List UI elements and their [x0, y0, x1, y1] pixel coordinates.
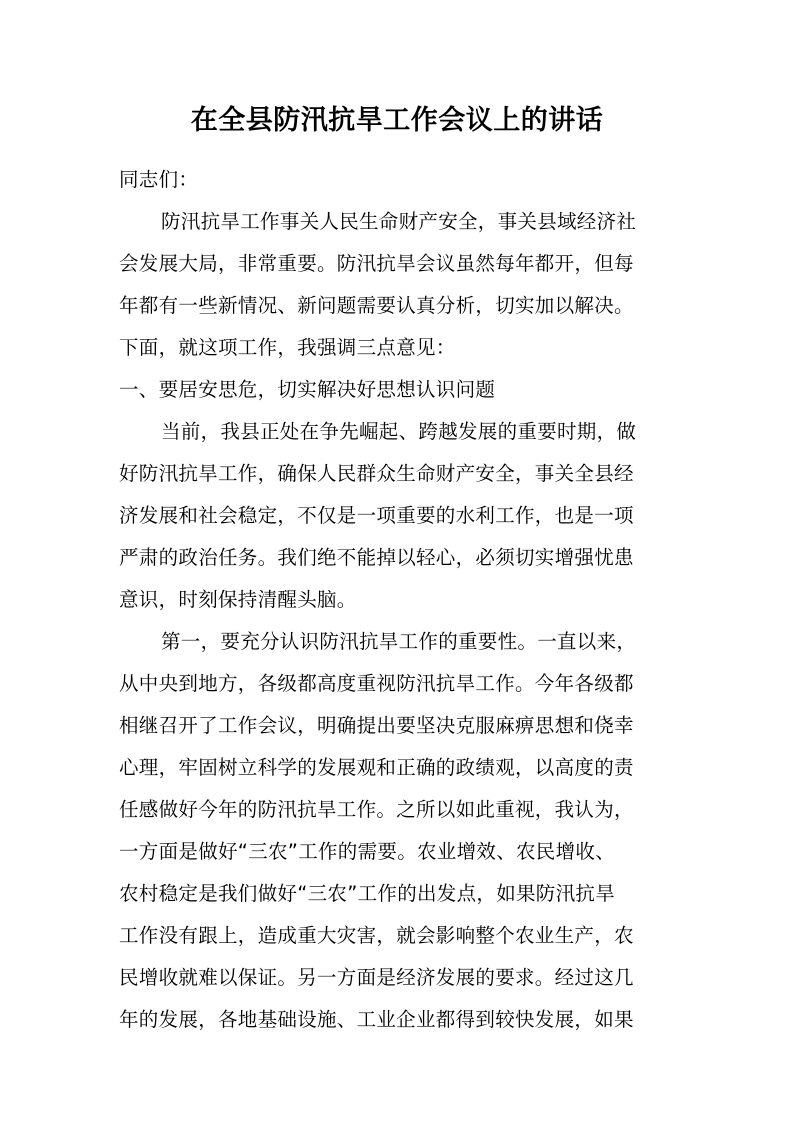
salutation: 同志们： [119, 168, 199, 191]
text-line: 年都有一些新情况、新问题需要认真分析，切实加以解决。 [119, 294, 634, 317]
text-line: 工作没有跟上，造成重大灾害，就会影响整个农业生产，农 [119, 924, 634, 947]
text-line: 意识，时刻保持清醒头脑。 [119, 588, 357, 611]
text-line: 民增收就难以保证。另一方面是经济发展的要求。经过这几 [119, 966, 634, 989]
section-heading-1: 一、要居安思危，切实解决好思想认识问题 [119, 378, 496, 401]
text-line: 下面，就这项工作，我强调三点意见： [119, 336, 456, 359]
text-line: 从中央到地方，各级都高度重视防汛抗旱工作。今年各级都 [119, 672, 634, 695]
text-line: 当前，我县正处在争先崛起、跨越发展的重要时期，做 [161, 420, 637, 443]
paragraph-first-point [119, 621, 685, 1041]
text-line: 农村稳定是我们做好“三农”工作的出发点，如果防汛抗旱 [119, 882, 616, 905]
text-line: 好防汛抗旱工作，确保人民群众生命财产安全，事关全县经 [119, 462, 634, 485]
text-line: 任感做好今年的防汛抗旱工作。之所以如此重视，我认为， [119, 798, 634, 821]
text-line: 年的发展，各地基础设施、工业企业都得到较快发展，如果 [119, 1008, 634, 1031]
text-line: 第一，要充分认识防汛抗旱工作的重要性。一直以来， [161, 630, 637, 653]
text-line: 心理，牢固树立科学的发展观和正确的政绩观，以高度的责 [119, 756, 634, 779]
text-line: 相继召开了工作会议，明确提出要坚决克服麻痹思想和侥幸 [119, 714, 634, 737]
text-line: 会发展大局，非常重要。防汛抗旱会议虽然每年都开，但每 [119, 252, 634, 275]
paragraph-intro [119, 201, 685, 369]
text-line: 严肃的政治任务。我们绝不能掉以轻心，必须切实增强忧患 [119, 546, 634, 569]
page-title: 在全县防汛抗旱工作会议上的讲话 [190, 105, 604, 136]
document-body [119, 159, 685, 1041]
text-line: 防汛抗旱工作事关人民生命财产安全，事关县域经济社 [161, 210, 637, 233]
paragraph-current [119, 411, 685, 621]
text-line: 济发展和社会稳定，不仅是一项重要的水利工作，也是一项 [119, 504, 634, 527]
text-line: 一方面是做好“三农”工作的需要。农业增效、农民增收、 [119, 840, 616, 863]
